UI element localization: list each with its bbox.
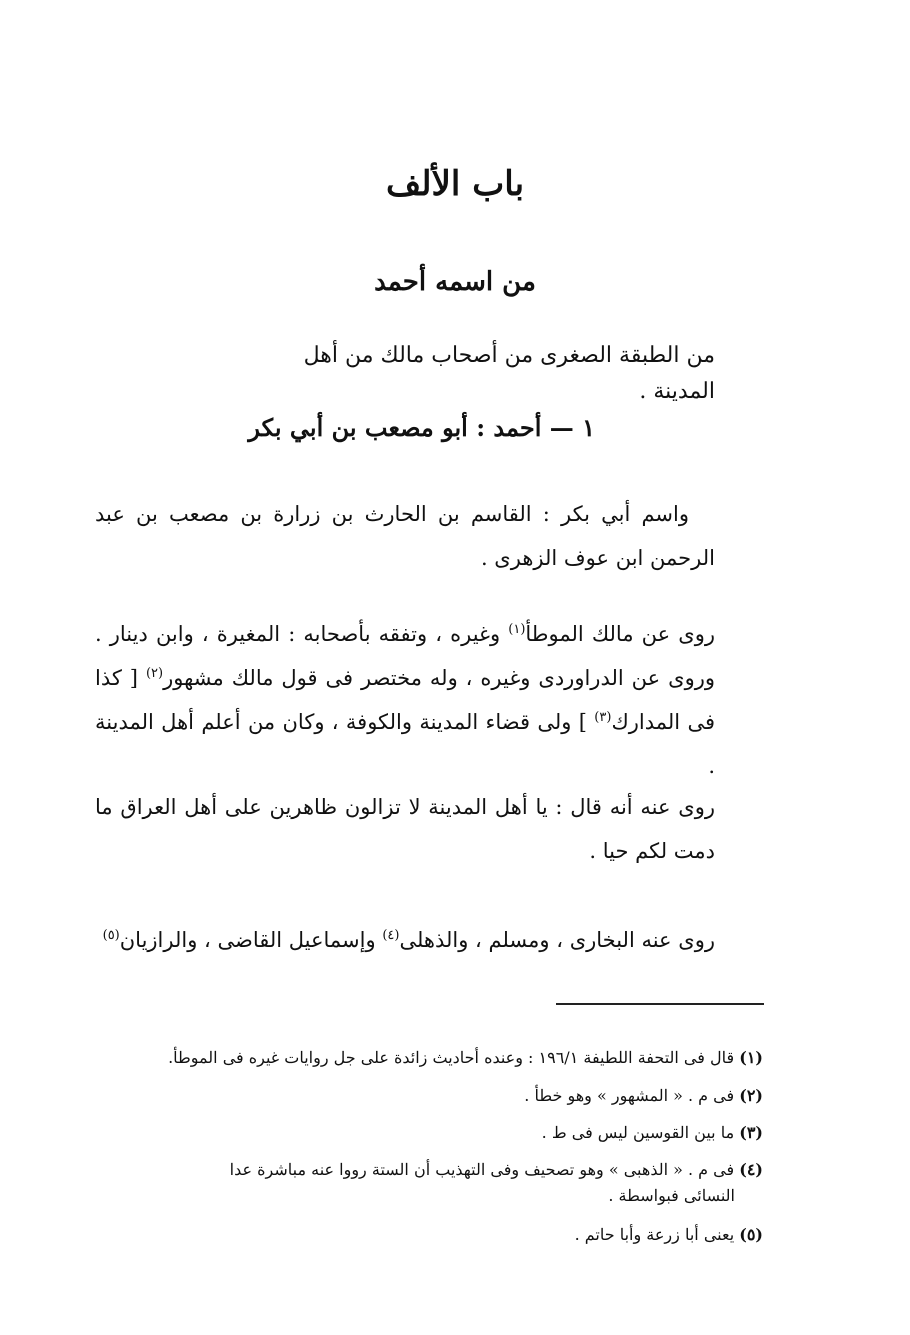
- footnote-ref: (٥): [102, 928, 120, 943]
- entry-name: أحمد : أبو مصعب بن أبي بكر: [248, 413, 542, 442]
- footnote-number: (٤): [739, 1160, 763, 1179]
- paragraph-quote: [95, 785, 715, 873]
- footnote-text: قال فى التحفة اللطيفة ١٩٦/١ : وعنده أحاديث زائدة على جل روايات غيره فى الموطأ.: [168, 1048, 735, 1067]
- paragraph-students: [95, 918, 715, 962]
- footnote-ref: (٣): [594, 710, 612, 725]
- chapter-title: باب الألف: [385, 164, 525, 204]
- footnote-3: [95, 1120, 763, 1146]
- footnote-4: [95, 1157, 763, 1209]
- paragraph-text: واسم أبي بكر : القاسم بن الحارث بن زرارة بن مصعب بن عبد الرحمن ابن عوف الزهرى .: [95, 502, 715, 570]
- footnote-1: [95, 1045, 763, 1071]
- footnote-divider: [556, 1003, 764, 1005]
- footnote-ref: (٤): [382, 928, 400, 943]
- paragraph-text: ] ولى قضاء المدينة والكوفة ، وكان من أعلم أهل المدينة .: [95, 710, 715, 778]
- footnote-number: (٢): [739, 1086, 763, 1105]
- entry-number: ١ —: [549, 413, 595, 442]
- footnote-text: فى م . « المشهور » وهو خطأ .: [524, 1086, 735, 1105]
- footnote-text: يعنى أبا زرعة وأبا حاتم .: [574, 1225, 735, 1244]
- footnote-text: ما بين القوسين ليس فى ط .: [541, 1123, 735, 1142]
- paragraph-lineage: [95, 492, 715, 580]
- footnote-5: [95, 1222, 763, 1248]
- section-title: من اسمه أحمد: [374, 267, 536, 297]
- paragraph-text: وإسماعيل القاضى ، والرازيان: [119, 928, 383, 952]
- footnote-2: [95, 1083, 763, 1109]
- footnote-number: (٥): [739, 1225, 763, 1244]
- paragraph-narration: [95, 612, 715, 788]
- paragraph-text: روى عنه البخارى ، ومسلم ، والذهلى: [399, 928, 715, 952]
- footnote-ref: (٢): [145, 666, 164, 681]
- entry-heading: [240, 409, 595, 447]
- paragraph-text: وغيره ، وتفقه بأصحابه : المغيرة ، وابن دينار . وروى عن الدراوردى وغيره ، وله مختصر فى قول مالك مشهور: [95, 622, 715, 690]
- footnote-ref: (١): [508, 622, 526, 637]
- paragraph-text: روى عن مالك الموطأ: [525, 622, 715, 646]
- paragraph-text: روى عنه أنه قال : يا أهل المدينة لا تزالون ظاهرين على أهل العراق ما دمت لكم حيا .: [95, 795, 715, 863]
- footnote-number: (١): [739, 1048, 763, 1067]
- footnote-continuation: النسائى فبواسطة .: [608, 1186, 735, 1205]
- footnote-text: فى م . « الذهبى » وهو تصحيف وفى التهذيب أن الستة رووا عنه مباشرة عدا: [229, 1160, 735, 1179]
- paragraph-text: [ كذا فى المدارك: [95, 666, 715, 734]
- footnote-number: (٣): [739, 1123, 763, 1142]
- tabaqa-heading: من الطبقة الصغرى من أصحاب مالك من أهل المدينة .: [303, 343, 715, 404]
